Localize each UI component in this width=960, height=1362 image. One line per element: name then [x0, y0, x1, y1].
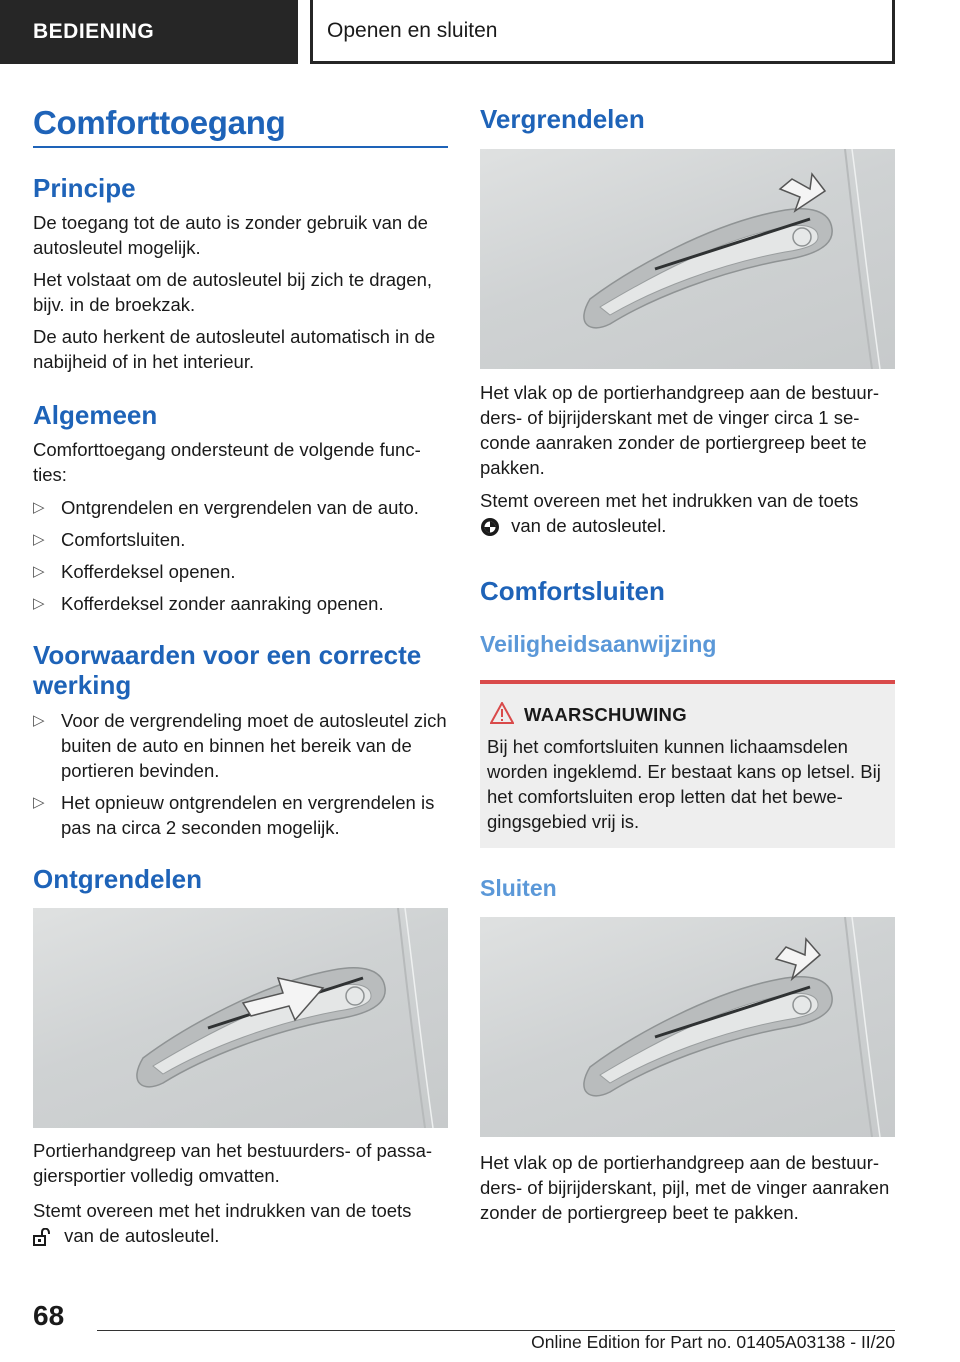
key-text-pre: Stemt overeen met het indrukken van de toets	[480, 490, 859, 511]
heading-ontgrendelen: Ontgrendelen	[33, 864, 203, 894]
heading-algemeen: Algemeen	[33, 400, 158, 430]
bullet-icon: ▷	[33, 595, 45, 612]
door-handle-close-figure	[480, 917, 895, 1137]
list-item-text: Het opnieuw ontgrendelen en vergrendelen is pas na circa 2 seconden mogelijk.	[61, 792, 435, 838]
door-handle-illustration	[33, 908, 448, 1128]
list-item-text: Comfortsluiten.	[61, 529, 186, 550]
bullet-icon: ▷	[33, 563, 45, 580]
algemeen-intro: Comforttoegang ondersteunt de volgende functies:	[33, 439, 421, 485]
footer-edition: Online Edition for Part no. 01405A03138 - II/20	[531, 1332, 895, 1352]
door-handle-illustration	[480, 917, 895, 1137]
heading-vergrendelen: Vergrendelen	[480, 104, 645, 134]
principe-p2: Het volstaat om de autosleutel bij zich te dragen, bijv. in de broekzak.	[33, 269, 433, 315]
warning-text: Bij het comfortsluiten kunnen lichaamsdelen worden ingeklemd. Er bestaat kans op letsel. Bij het comfortsluiten erop letten dat het bewegingsgebied vrij is.	[487, 736, 881, 832]
heading-veiligheidsaanwijzing: Veiligheidsaanwijzing	[480, 631, 717, 657]
list-item-text: Kofferdeksel zonder aanraking openen.	[61, 593, 384, 614]
bullet-icon: ▷	[33, 499, 45, 516]
bullet-icon: ▷	[33, 531, 45, 548]
sluiten-caption: Het vlak op de portierhandgreep aan de bestuurders- of bijrijderskant, pijl, met de vinger aanraken zonder de portiergreep beet te pakken.	[480, 1152, 890, 1223]
principe-p1: De toegang tot de auto is zonder gebruik van de autosleutel mogelijk.	[33, 212, 428, 258]
door-handle-grip-figure	[33, 908, 448, 1128]
ontgrendelen-caption: Portierhandgreep van het bestuurders- of passagiersportier volledig omvatten.	[33, 1140, 433, 1186]
vergrendelen-caption: Het vlak op de portierhandgreep aan de bestuurders- of bijrijderskant met de vinger circa 1 seconde aanraken zonder de portiergreep beet te pakken.	[480, 382, 880, 478]
bullet-icon: ▷	[33, 794, 45, 811]
header-chapter: Openen en sluiten	[310, 0, 895, 64]
page-number: 68	[33, 1300, 65, 1331]
heading-voorwaarden: Voorwaarden voor een correcte werking	[33, 640, 422, 700]
vergrendelen-key-text	[480, 488, 895, 538]
principe-p3: De auto herkent de autosleutel automatisch in de nabijheid of in het interieur.	[33, 326, 436, 372]
list-item-text: Voor de vergrendeling moet de autosleutel zich buiten de auto en binnen het bereik van de portieren bevinden.	[61, 710, 447, 781]
warning-box	[480, 680, 895, 848]
list-item-text: Ontgrendelen en vergrendelen van de auto.	[61, 497, 419, 518]
ontgrendelen-key-text	[33, 1198, 448, 1248]
key-text-post: van de autosleutel.	[64, 1225, 220, 1246]
title-rule	[33, 146, 448, 148]
footer-rule	[97, 1330, 895, 1331]
heading-comfortsluiten: Comfortsluiten	[480, 576, 665, 606]
page-title: Comforttoegang	[33, 104, 286, 141]
door-handle-illustration	[480, 149, 895, 369]
unlock-icon	[33, 1228, 53, 1246]
warning-triangle-icon	[490, 702, 514, 724]
bmw-logo-icon	[480, 517, 500, 537]
bullet-icon: ▷	[33, 712, 45, 729]
heading-principe: Principe	[33, 173, 136, 203]
header-section: BEDIENING	[0, 0, 298, 64]
heading-sluiten: Sluiten	[480, 875, 557, 901]
warning-title: WAARSCHUWING	[524, 704, 687, 725]
key-text-post: van de autosleutel.	[511, 515, 667, 536]
door-handle-lock-figure	[480, 149, 895, 369]
list-item-text: Kofferdeksel openen.	[61, 561, 236, 582]
key-text-pre: Stemt overeen met het indrukken van de toets	[33, 1200, 412, 1221]
